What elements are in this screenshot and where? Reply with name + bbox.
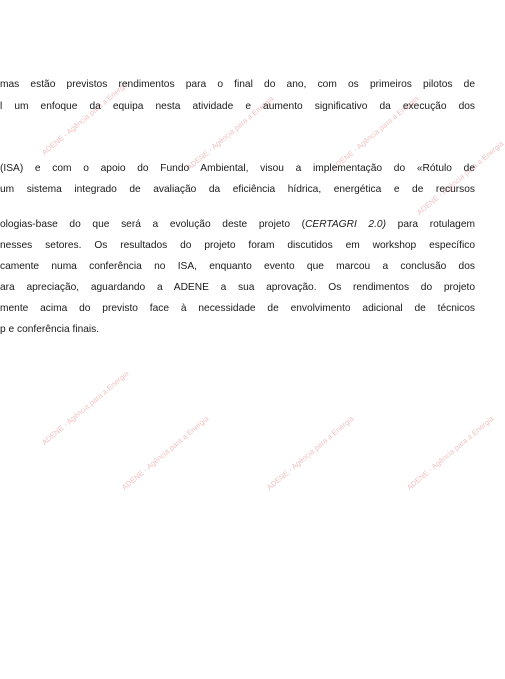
watermark: ADENE - Agência para a Energia	[330, 93, 421, 172]
paragraph-3-line-5: mente acima do previsto face à necessidade de envolvimento adicional de técnicos	[0, 303, 475, 314]
watermark: ADENE - Agência para a Energia	[120, 413, 211, 492]
paragraph-3-line-6: p e conferência finais.	[0, 324, 100, 335]
paragraph-3-line-1-prefix: ologias-base do que será a evolução deste projeto (	[0, 219, 306, 230]
paragraph-1-line-2: l um enfoque da equipa nesta atividade e aumento significativo da execução dos	[0, 101, 475, 112]
watermark: ADENE - Agência para a Energia	[185, 93, 276, 172]
watermark: ADENE - Agência para a Energia	[40, 368, 131, 447]
paragraph-1-line-1: mas estão previstos rendimentos para o final do ano, com os primeiros pilotos de	[0, 79, 475, 90]
watermark: ADENE - Agência para a Energia	[405, 413, 496, 492]
watermark: ADENE - Agência para a Energia	[40, 78, 131, 157]
project-name-italic: CERTAGRI 2.0)	[305, 219, 386, 230]
watermark: ADENE - Agência para a Energia	[265, 413, 356, 492]
paragraph-3-line-2: nesses setores. Os resultados do projeto foram discutidos em workshop específico	[0, 240, 475, 251]
paragraph-3-line-1	[0, 219, 475, 231]
paragraph-3-line-1-suffix: para rotulagem	[386, 219, 476, 230]
paragraph-2-line-1: (ISA) e com o apoio do Fundo Ambiental, visou a implementação do «Rótulo de	[0, 163, 475, 174]
watermark: ADENE - Agência para a Energia	[415, 138, 505, 217]
paragraph-3-line-3: camente numa conferência no ISA, enquanto evento que marcou a conclusão dos	[0, 261, 475, 272]
paragraph-3-line-4: ara apreciação, aguardando a ADENE a sua aprovação. Os rendimentos do projeto	[0, 282, 475, 293]
paragraph-2-line-2: um sistema integrado de avaliação da eficiência hídrica, energética e de recursos	[0, 184, 475, 195]
